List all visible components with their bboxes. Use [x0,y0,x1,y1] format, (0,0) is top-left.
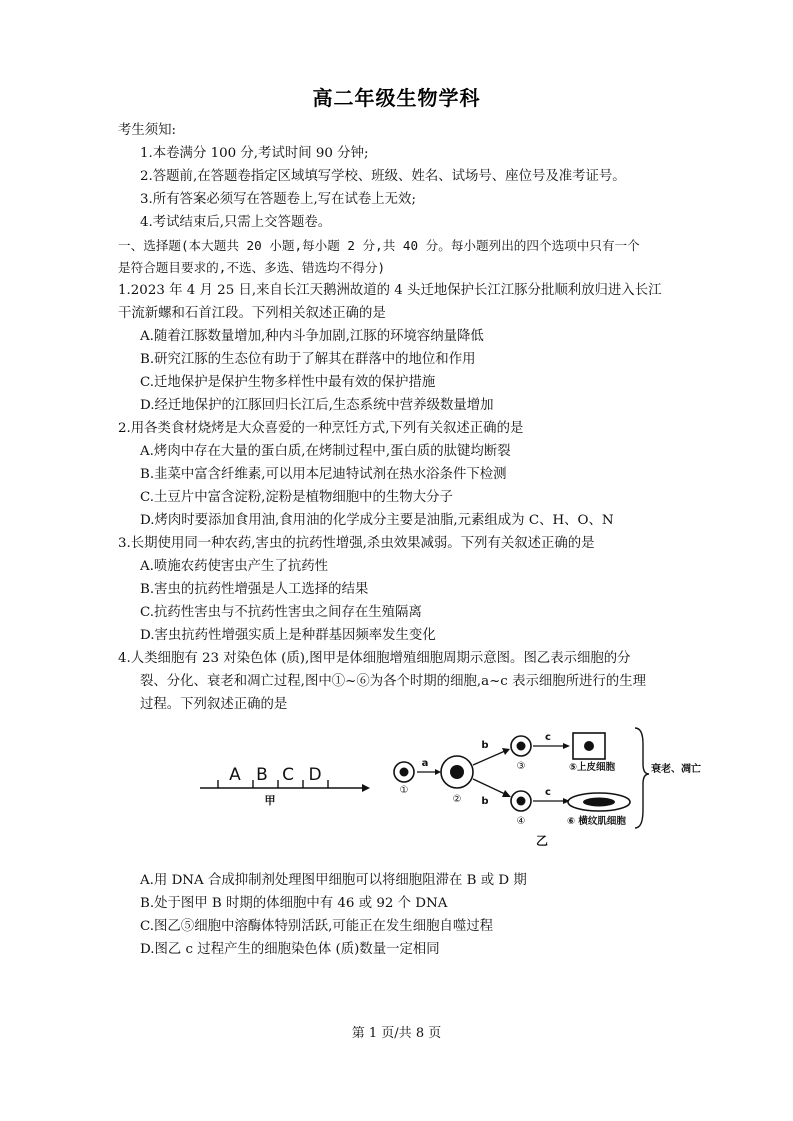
figure-yi-cell-processes [385,724,720,852]
question-4-option-a: A.用 DNA 合成抑制剂处理图甲细胞可以将细胞阻滞在 B 或 D 期 [140,873,527,888]
question-2-option-b: B.韭菜中富含纤维素,可以用本尼迪特试剂在热水浴条件下检测 [140,467,507,482]
question-1-option-c: C.迁地保护是保护生物多样性中最有效的保护措施 [140,375,436,390]
question-4-option-b: B.处于图甲 B 时期的体细胞中有 46 或 92 个 DNA [140,896,448,911]
question-1-option-a: A.随着江豚数量增加,种内斗争加剧,江豚的环境容纳量降低 [140,329,484,344]
cell-5-nucleus [584,741,594,751]
process-label-c-upper: c [545,732,551,743]
notice-item-3: 3.所有答案必须写在答题卷上,写在试卷上无效; [140,192,416,207]
process-label-b-upper: b [481,740,489,751]
question-4-option-d: D.图乙 c 过程产生的细胞染色体 (质)数量一定相同 [140,942,440,957]
question-3-option-c: C.抗药性害虫与不抗药性害虫之间存在生殖隔离 [140,605,422,620]
notice-item-4: 4.考试结束后,只需上交答题卷。 [140,215,332,230]
question-1-stem-line-1: 1.2023 年 4 月 25 日,来自长江天鹅洲故道的 4 头迁地保护长江江豚分批顺利放归进入长江 [118,283,662,298]
process-label-c-lower: c [545,787,551,798]
page-title: 高二年级生物学科 [312,86,481,110]
question-4-stem-line-3: 过程。下列叙述正确的是 [140,697,288,712]
arrow-b-lower [473,779,505,794]
cell-4-nucleus [517,797,526,806]
figure-jia-label: 甲 [264,794,276,807]
section-header-line-2: 是符合题目要求的,不选、多选、错选均不得分) [118,260,386,275]
notice-item-2: 2.答题前,在答题卷指定区域填写学校、班级、姓名、试场号、座位号及准考证号。 [140,169,626,184]
question-2-option-c: C.土豆片中富含淀粉,淀粉是植物细胞中的生物大分子 [140,490,453,505]
cell-4-label: ④ [516,816,526,827]
question-2-stem: 2.用各类食材烧烤是大众喜爱的一种烹饪方式,下列有关叙述正确的是 [118,421,524,436]
question-4-option-c: C.图乙⑤细胞中溶酶体特别活跃,可能正在发生细胞自噬过程 [140,919,494,934]
question-3-stem: 3.长期使用同一种农药,害虫的抗药性增强,杀虫效果减弱。下列有关叙述正确的是 [118,536,595,551]
phase-label-c: C [282,765,294,785]
arrow-b-upper [473,751,505,765]
question-4-stem-line-2: 裂、分化、衰老和凋亡过程,图中①~⑥为各个时期的细胞,a~c 表示细胞所进行的生理 [140,674,646,689]
cycle-axis-arrowhead [362,784,370,792]
cell-2-nucleus [450,765,464,779]
aging-apoptosis-label: 衰老、凋亡 [651,764,701,775]
cell-6-label: ⑥ 横纹肌细胞 [567,816,626,827]
question-1-option-d: D.经迁地保护的江豚回归长江后,生态系统中营养级数量增加 [140,398,494,413]
section-header-line-1: 一、选择题(本大题共 20 小题,每小题 2 分,共 40 分。每小题列出的四个选项中只有一个 [118,238,640,253]
question-2-option-d: D.烤肉时要添加食用油,食用油的化学成分主要是油脂,元素组成为 C、H、O、N [140,513,614,528]
process-label-b-lower: b [481,796,489,807]
figure-yi-label: 乙 [535,834,549,848]
cell-6-nucleus [583,798,615,807]
cell-5-label: ⑤上皮细胞 [569,762,616,773]
question-3-option-d: D.害虫抗药性增强实质上是种群基因频率发生变化 [140,628,436,643]
phase-label-a: A [229,765,241,785]
question-2-option-a: A.烤肉中存在大量的蛋白质,在烤制过程中,蛋白质的肽键均断裂 [140,444,511,459]
phase-label-b: B [256,765,268,785]
question-1-stem-line-2: 干流新螺和石首江段。下列相关叙述正确的是 [118,306,386,321]
cell-1-nucleus [400,768,409,777]
arrow-a-head [435,769,441,775]
cell-3-nucleus [517,742,526,751]
phase-label-d: D [308,765,322,785]
notice-heading: 考生须知: [118,123,177,138]
cell-1-label: ① [399,785,409,796]
aging-bracket [635,728,649,828]
cell-2-label: ② [452,794,462,805]
question-4-stem-line-1: 4.人类细胞有 23 对染色体 (质),图甲是体细胞增殖细胞周期示意图。图乙表示细胞的分 [118,651,631,666]
cell-3-label: ③ [516,761,526,772]
page-footer: 第 1 页/共 8 页 [351,1026,442,1041]
question-1-option-b: B.研究江豚的生态位有助于了解其在群落中的地位和作用 [140,352,476,367]
notice-item-1: 1.本卷满分 100 分,考试时间 90 分钟; [140,146,369,161]
question-3-option-b: B.害虫的抗药性增强是人工选择的结果 [140,582,369,597]
arrow-c-upper-head [563,743,570,749]
process-label-a: a [421,758,429,769]
question-3-option-a: A.喷施农药使害虫产生了抗药性 [140,559,329,574]
figure-jia-cell-cycle [190,752,370,814]
